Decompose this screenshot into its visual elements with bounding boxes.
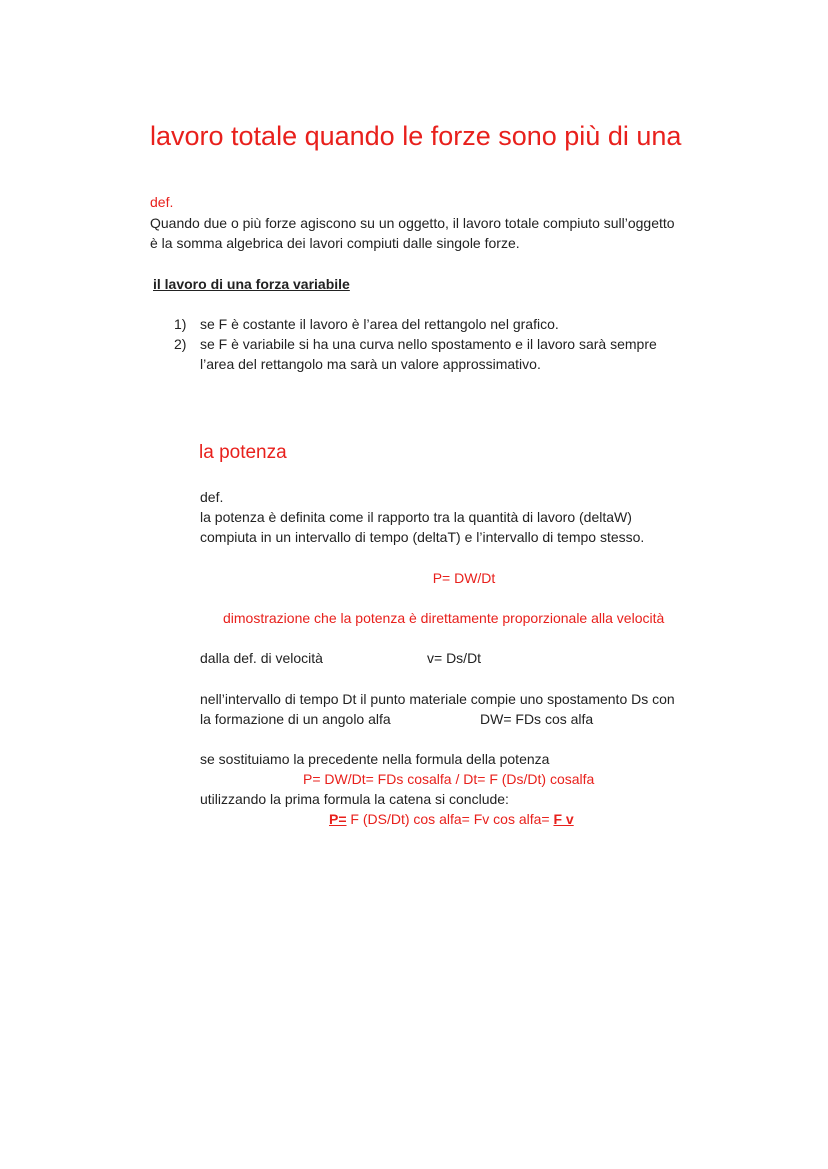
definition-text-line: Quando due o più forze agiscono su un oggetto, il lavoro totale compiuto sull’oggetto — [150, 215, 675, 231]
list-item — [174, 314, 657, 334]
list-text: se F è costante il lavoro è l’area del rettangolo nel grafico. — [200, 316, 559, 332]
list-text: l’area del rettangolo ma sarà un valore approssimativo. — [200, 356, 541, 372]
list-item-continuation — [174, 354, 657, 374]
list-number: 1) — [174, 316, 187, 332]
final-formula — [329, 809, 574, 829]
body-text-line: se sostituiamo la precedente nella formula della potenza — [200, 751, 550, 767]
velocity-formula: v= Ds/Dt — [427, 650, 482, 666]
final-formula-middle: F (DS/Dt) cos alfa= Fv cos alfa= — [346, 811, 554, 827]
body-text-line: utilizzando la prima formula la catena si conclude: — [200, 791, 509, 807]
final-formula-p: P= — [329, 811, 347, 827]
list-text: se F è variabile si ha una curva nello spostamento e il lavoro sarà sempre — [200, 336, 657, 352]
work-formula: DW= FDs cos alfa — [480, 711, 594, 727]
demonstration-title: dimostrazione che la potenza è direttamente proporzionale alla velocità — [223, 610, 665, 626]
definition-text-line: la potenza è definita come il rapporto tra la quantità di lavoro (deltaW) — [200, 509, 632, 525]
definition-label: def. — [200, 489, 224, 505]
definition-text-line: compiuta in un intervallo di tempo (deltaT) e l’intervallo di tempo stesso. — [200, 529, 645, 545]
substitution-formula: P= DW/Dt= FDs cosalfa / Dt= F (Ds/Dt) cosalfa — [303, 771, 595, 787]
definition-label: def. — [150, 194, 174, 210]
body-text-line: la formazione di un angolo alfa — [200, 711, 391, 727]
final-formula-fv: F v — [553, 811, 574, 827]
numbered-list — [174, 314, 657, 374]
body-text-line: nell’intervallo di tempo Dt il punto materiale compie uno spostamento Ds con — [200, 691, 675, 707]
definition-text-line: è la somma algebrica dei lavori compiuti dalle singole forze. — [150, 235, 520, 251]
list-item — [174, 334, 657, 354]
power-formula: P= DW/Dt — [432, 570, 496, 586]
velocity-text: dalla def. di velocità — [200, 650, 323, 666]
list-number: 2) — [174, 336, 187, 352]
page-title: lavoro totale quando le forze sono più di una — [150, 121, 682, 151]
section-title: la potenza — [199, 442, 287, 463]
subheading: il lavoro di una forza variabile — [153, 276, 350, 292]
